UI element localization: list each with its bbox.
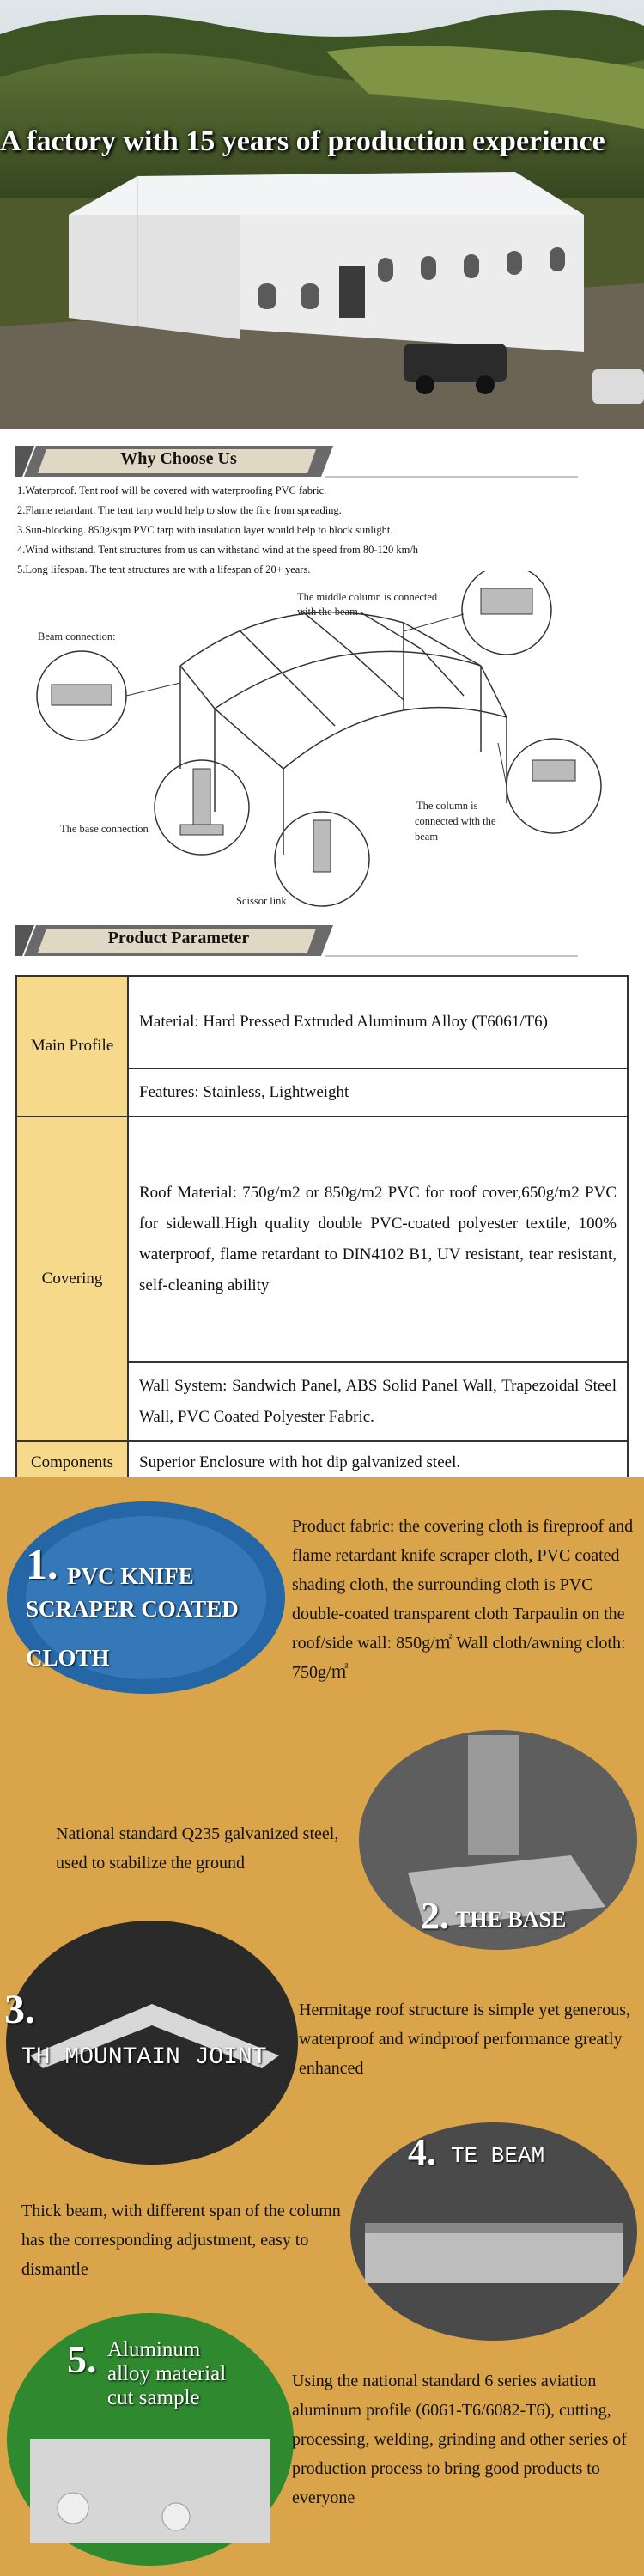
base-connection-label: The base connection [60,823,149,835]
feature-4-number: 4. [408,2131,436,2173]
why-list [17,481,618,580]
tent-frame-drawing [0,571,644,915]
list-item: 5.Long lifespan. The tent structures are with a lifespan of 20+ years. [17,563,311,575]
table-row [16,976,628,1069]
feature-1-label-c: CLOTH [26,1645,110,1671]
why-section-header [15,442,578,480]
features-section [0,1477,644,2576]
enclosure-cell: Superior Enclosure with hot dip galvanized steel. [128,1441,628,1484]
material-cell: Material: Hard Pressed Extruded Aluminum Alloy (T6061/T6) [128,976,628,1069]
roof-cell: Roof Material: 750g/m2 or 850g/m2 PVC for roof cover,650g/m2 PVC for sidewall.High quality double PVC-coated polyester textile, 100% waterproof, flame retardant to DIN4102 B1, UV resistant, tear resistant, self-cleaning ability [128,1117,628,1362]
feature-1-label-a: PVC KNIFE [67,1563,194,1589]
beam-connection-label: Beam connection: [38,630,116,642]
feature-4-label: TE BEAM [451,2143,545,2169]
features-cell: Features: Stainless, Lightweight [128,1069,628,1117]
feature-5-label-b: alloy material [107,2362,227,2385]
feature-1-number: 1. [26,1540,58,1588]
feature-2-label: THE BASE [455,1907,567,1932]
param-title: Product Parameter [107,929,250,947]
feature-1-text: Product fabric: the covering cloth is fireproof and flame retardant knife scraper cloth, PVC coated shading cloth, the surrounding cloth is PVC double-coated transparent cloth Tarpaulin on the roof/side wall: 850g/㎡ Wall cloth/awning cloth: 750g/㎡ [292,1517,634,1682]
feature-3-label: TH MOUNTAIN JOINT [21,2044,267,2071]
why-title: Why Choose Us [120,449,237,468]
param-section-header [15,922,578,959]
tent-factory-photo [0,0,644,429]
feature-5-label-c: cut sample [107,2386,200,2409]
list-item: 3.Sun-blocking. 850g/sqm PVC tarp with insulation layer would help to block sunlight. [17,524,393,536]
hero-banner [0,0,644,429]
parameter-table [15,975,629,1485]
scissor-link-label: Scissor link [236,895,287,907]
mountain-joint-circle [4,1918,301,2167]
feature-1-label-b: SCRAPER COATED [26,1596,239,1622]
feature-5-text: Using the national standard 6 series aviation aluminum profile (6061-T6/6082-T6), cutting, processing, welding, grinding and other series of production process to bring good products to everyone [292,2372,627,2507]
table-row [16,1117,628,1362]
wall-cell: Wall System: Sandwich Panel, ABS Solid Panel Wall, Trapezoidal Steel Wall, PVC Coated Polyester Fabric. [128,1362,628,1441]
structure-diagram [0,571,644,915]
feature-3-text: Hermitage roof structure is simple yet generous, waterproof and windproof performance greatly enhanced [299,2001,630,2078]
feature-5-label-a: Aluminum [107,2338,201,2361]
feature-5-number: 5. [67,2337,97,2381]
middle-column-label-1: The middle column is connected [297,591,438,603]
feature-2-text: National standard Q235 galvanized steel, used to stabilize the ground [56,1824,339,1873]
column-label-2: connected with the [415,815,496,827]
list-item: 1.Waterproof. Tent roof will be covered with waterproofing PVC fabric. [17,484,327,496]
covering-header: Covering [16,1117,128,1441]
middle-column-label-2: with the beam [297,606,358,618]
components-header: Components [16,1441,128,1484]
main-profile-header: Main Profile [16,976,128,1117]
list-item: 4.Wind withstand. Tent structures from us can withstand wind at the speed from 80-120 km/h [17,544,419,556]
list-item: 2.Flame retardant. The tent tarp would help to slow the fire from spreading. [17,504,342,516]
hero-title: A factory with 15 years of production experience [0,125,605,157]
column-label-1: The column is [416,800,478,812]
column-label-3: beam [415,831,439,843]
feature-2-number: 2. [421,1895,449,1937]
feature-4-text: Thick beam, with different span of the column has the corresponding adjustment, easy to dismantle [21,2201,341,2279]
feature-3-number: 3. [4,1987,35,2032]
